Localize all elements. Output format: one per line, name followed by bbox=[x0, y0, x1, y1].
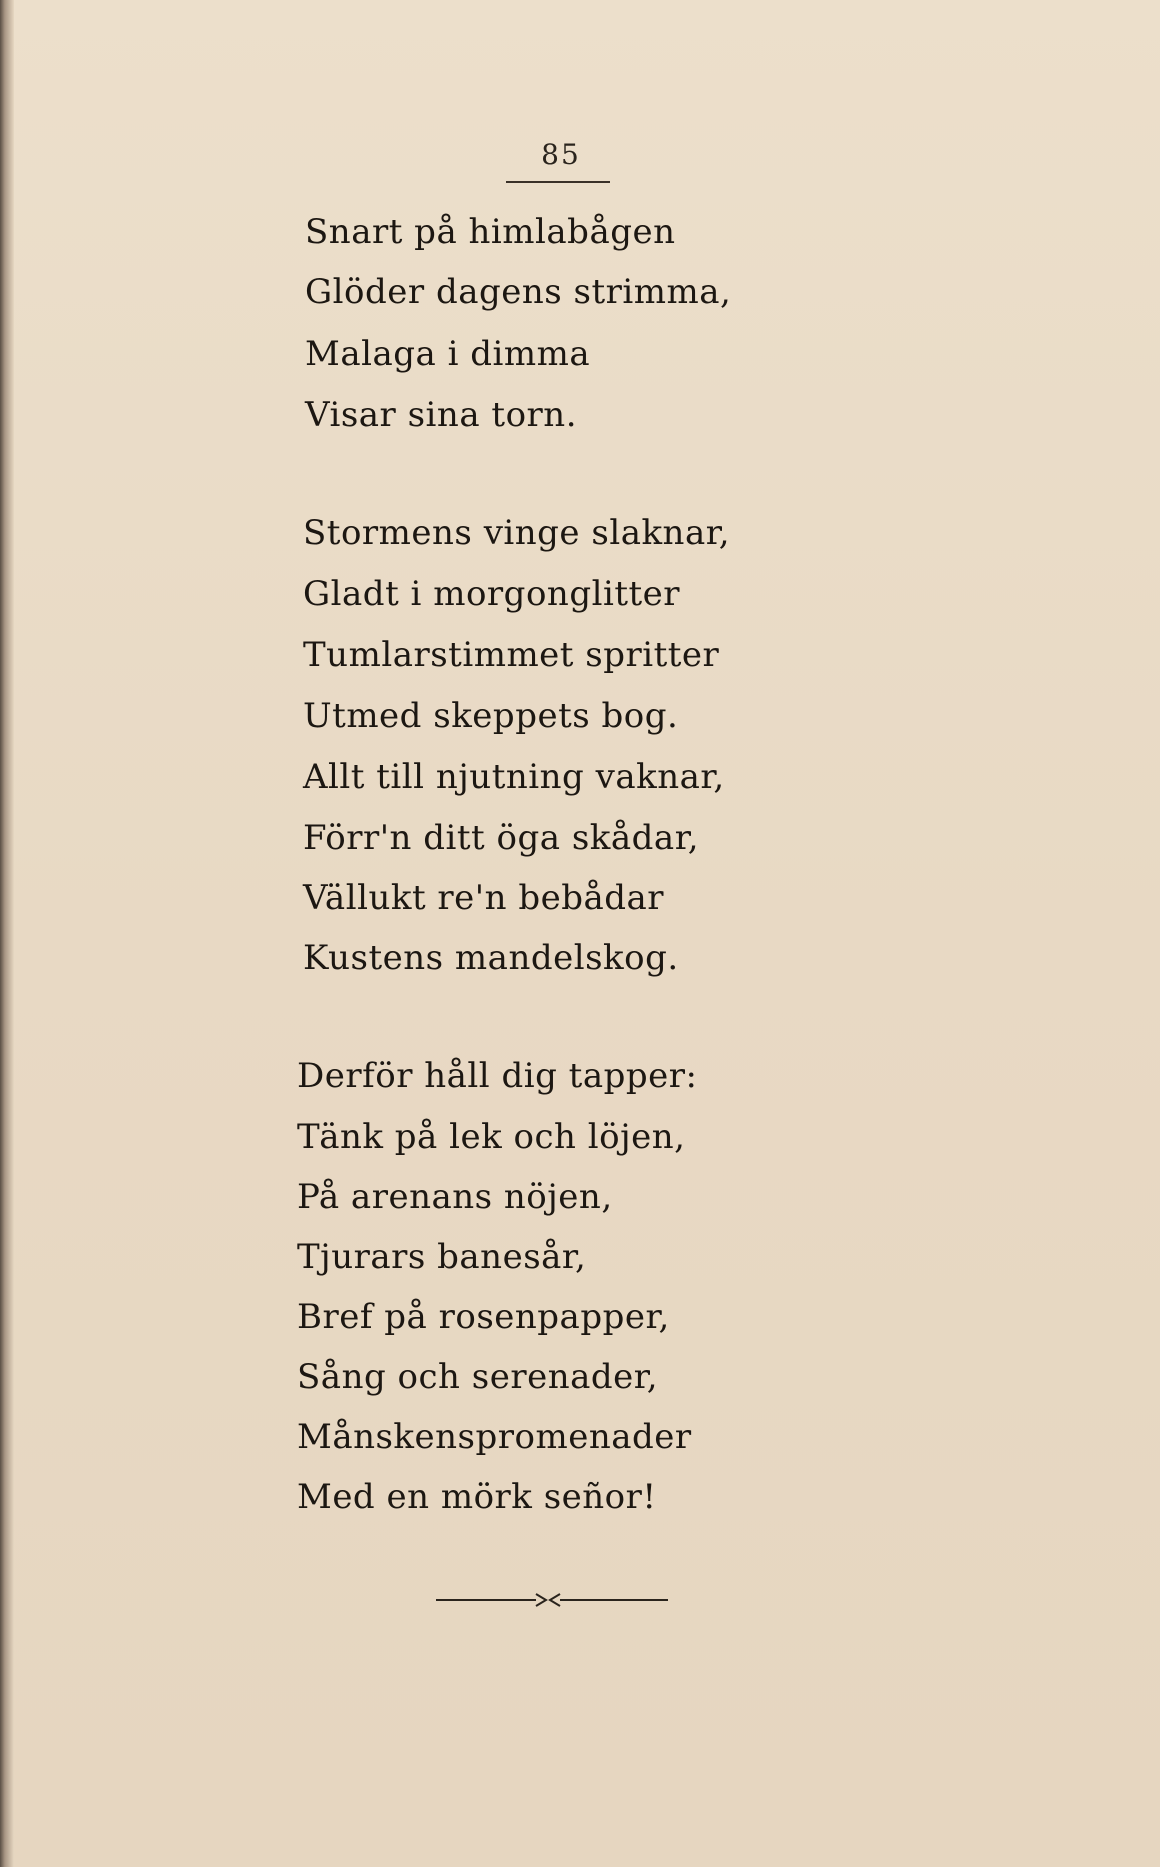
poem-line: Sång och serenader, bbox=[297, 1357, 659, 1397]
poem-line: Förr'n ditt öga skådar, bbox=[303, 818, 700, 858]
poem-line: Malaga i dimma bbox=[305, 334, 591, 374]
page-number: 85 bbox=[541, 138, 581, 171]
poem-line: Allt till njutning vaknar, bbox=[303, 757, 725, 797]
page-number-rule bbox=[506, 181, 610, 183]
poem-line: Snart på himlabågen bbox=[305, 212, 676, 252]
poem-line: Vällukt re'n bebådar bbox=[303, 878, 665, 918]
poem-line: Utmed skeppets bog. bbox=[303, 696, 679, 736]
poem-line: Tänk på lek och löjen, bbox=[297, 1117, 686, 1157]
poem-line: Tjurars banesår, bbox=[297, 1237, 587, 1277]
poem-line: Visar sina torn. bbox=[305, 395, 577, 435]
poem-line: På arenans nöjen, bbox=[297, 1177, 613, 1217]
poem-line: Glöder dagens strimma, bbox=[305, 272, 732, 312]
poem-line: Stormens vinge slaknar, bbox=[303, 513, 731, 553]
section-end-ornament-icon bbox=[436, 1586, 668, 1614]
page-binding-edge bbox=[0, 0, 14, 1867]
poem-line: Med en mörk señor! bbox=[297, 1477, 657, 1517]
poem-line: Gladt i morgonglitter bbox=[303, 574, 681, 614]
poem-line: Kustens mandelskog. bbox=[303, 938, 679, 978]
poem-line: Månskenspromenader bbox=[297, 1417, 692, 1457]
poem-line: Tumlarstimmet spritter bbox=[303, 635, 720, 675]
poem-line: Derför håll dig tapper: bbox=[297, 1056, 698, 1096]
poem-line: Bref på rosenpapper, bbox=[297, 1297, 670, 1337]
